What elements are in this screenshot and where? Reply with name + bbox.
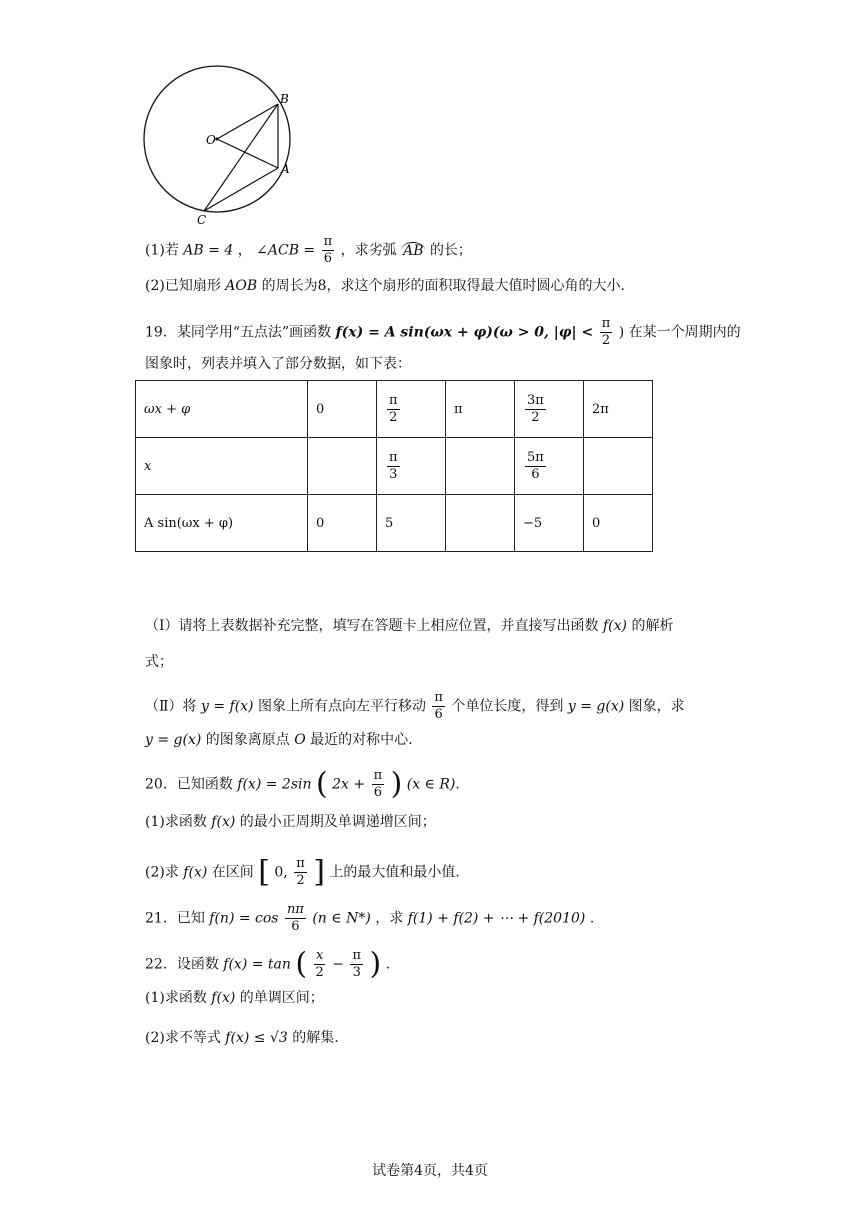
q18-part1: (1)若 AB = 4 ， ∠ACB = $\frac{\pi}{6}$ ，求劣弧 AB 的长； [145, 234, 472, 266]
table-row [136, 381, 653, 438]
fraction: $\frac{\pi}{6}$ [373, 768, 383, 800]
q19-intro-line2: 图象时，列表并填入了部分数据，如下表： [145, 356, 411, 372]
table-row [136, 438, 653, 495]
segment-ca [204, 168, 278, 211]
table-cell: π [446, 381, 515, 438]
q22-intro: 22．设函数 f(x) = tan ( $\frac{x}{2}$ − $\frac{\pi}{3}$ ) . [145, 946, 391, 982]
table-cell [584, 438, 653, 495]
table-cell: 5 [377, 495, 446, 552]
label-b: B [280, 92, 289, 106]
fraction: $\frac{\pi}{3}$ [352, 948, 361, 980]
segment-oa [217, 139, 278, 168]
table-cell [446, 495, 515, 552]
table-cell: $\frac{\pi}{3}$ [377, 438, 446, 495]
table-cell: $\frac{5\pi}{6}$ [515, 438, 584, 495]
q22-part1: (1)求函数 f(x) 的单调区间； [145, 990, 324, 1006]
center-point [215, 137, 218, 140]
fraction: $\frac{\pi}{6}$ [323, 234, 333, 266]
q22-part2: (2)求不等式 f(x) ≤ √3 的解集. [145, 1030, 339, 1046]
table-cell: $\frac{3\pi}{2}$ [515, 381, 584, 438]
segment-cb [204, 104, 278, 211]
table-cell: $\frac{\pi}{2}$ [377, 381, 446, 438]
table-row [136, 495, 653, 552]
table-cell: 2π [584, 381, 653, 438]
q20-intro: 20．已知函数 f(x) = 2sin ( 2x + $\frac{\pi}{6}$ ) (x ∈ R). [145, 766, 460, 802]
q18-part2: (2)已知扇形 AOB 的周长为8，求这个扇形的面积取得最大值时圆心角的大小. [145, 278, 625, 294]
segment-ob [217, 104, 278, 139]
table-cell: 0 [308, 381, 377, 438]
page-footer: 试卷第4页，共4页 [372, 1163, 488, 1179]
table-cell: −5 [515, 495, 584, 552]
table-cell: 0 [584, 495, 653, 552]
table-cell: x [136, 438, 308, 495]
fraction: $\frac{\pi}{6}$ [434, 690, 443, 722]
q21: 21．已知 f(n) = cos $\frac{n\pi}{6}$ (n ∈ N*) ，求 f(1) + f(2) + ⋯ + f(2010) . [145, 902, 595, 934]
q20-part1: (1)求函数 f(x) 的最小正周期及单调递增区间； [145, 814, 436, 830]
q19-part2: （Ⅱ）将 y = f(x) 图象上所有点向左平行移动 $\frac{\pi}{6}$ 个单位长度，得到 y = g(x) 图象，求 [145, 690, 685, 722]
table-cell [446, 438, 515, 495]
table-cell [308, 438, 377, 495]
arc-ab: AB [403, 242, 424, 259]
q19-part2-line2: y = g(x) 的图象离原点 O 最近的对称中心. [145, 732, 413, 748]
q20-part2: (2)求 f(x) 在区间 [ 0, $\frac{\pi}{2}$ ] 上的最大值和最小值. [145, 854, 460, 890]
label-a: A [281, 162, 290, 176]
circle-figure [140, 60, 320, 225]
label-o: O [206, 133, 216, 147]
table-cell: A sin(ωx + φ) [136, 495, 308, 552]
fraction: $\frac{\pi}{2}$ [296, 856, 305, 888]
q19-intro: 19．某同学用“五点法”画函数 f(x) = A sin(ωx + φ)(ω > 0, |φ| < $\frac{\pi}{2}$ ) 在某一个周期内的 [145, 316, 741, 348]
table-cell: ωx + φ [136, 381, 308, 438]
fraction: $\frac{\pi}{2}$ [601, 316, 611, 348]
fraction: $\frac{n\pi}{6}$ [286, 902, 304, 934]
fraction: $\frac{x}{2}$ [315, 948, 324, 980]
table-cell: 0 [308, 495, 377, 552]
q19-part1: （Ⅰ）请将上表数据补充完整，填写在答题卡上相应位置，并直接写出函数 f(x) 的解析 [145, 618, 674, 634]
five-point-table [135, 380, 653, 552]
q19-part1-line2: 式； [145, 654, 173, 670]
label-c: C [197, 213, 207, 225]
